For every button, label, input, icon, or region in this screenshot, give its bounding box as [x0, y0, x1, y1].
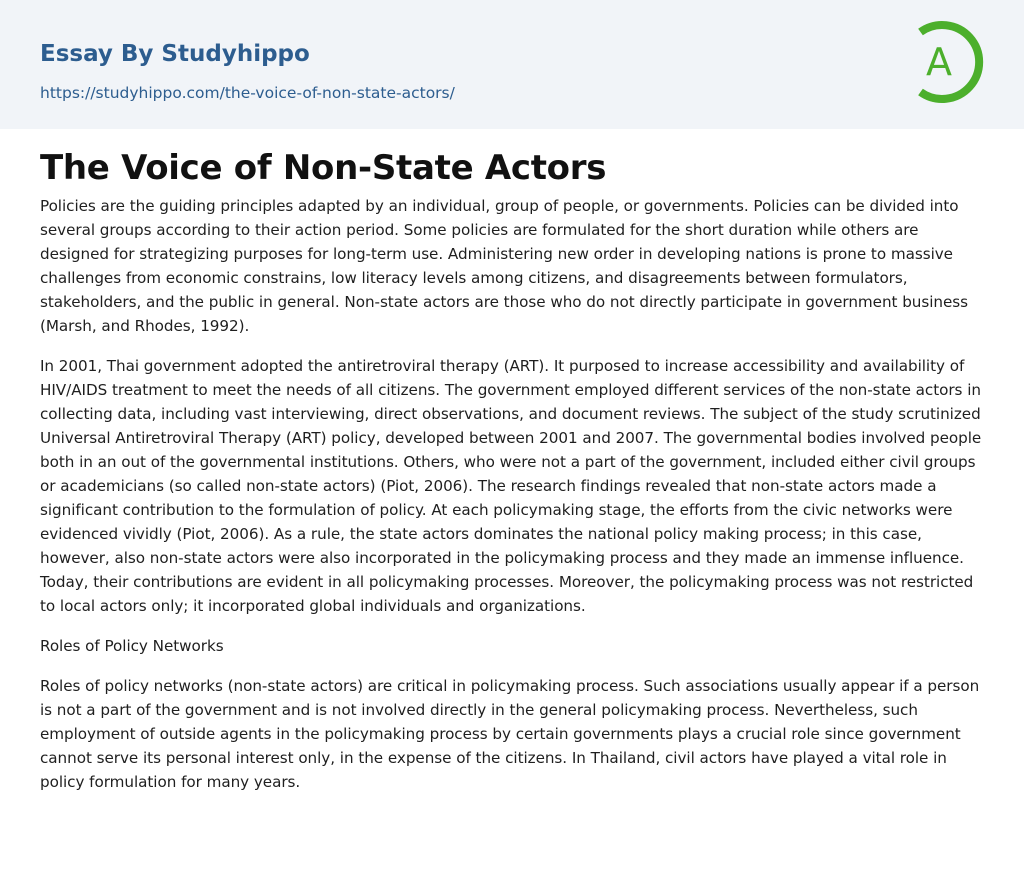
brand-title: Essay By Studyhippo [40, 41, 310, 67]
studyhippo-logo-icon[interactable] [912, 19, 988, 105]
paragraph-thai-art: In 2001, Thai government adopted the antiretroviral therapy (ART). It purposed to increase accessibility and availability of HIV/AIDS treatment to meet the needs of all citizens. The government employed different services of the non-state actors in collecting data, including vast interviewing, direct observations, and document reviews. The subject of the study scrutinized Universal Antiretroviral Therapy (ART) policy, developed between 2001 and 2007. The governmental bodies involved people both in an out of the governmental institutions. Others, who were not a part of the government, included either civil groups or academicians (so called non-state actors) (Piot, 2006). The research findings revealed that non-state actors made a significant contribution to the formulation of policy. At each policymaking stage, the efforts from the civic networks were evidenced vividly (Piot, 2006). As a rule, the state actors dominates the national policy making process; in this case, however, also non-state actors were also incorporated in the policymaking process and they made an immense influence. Today, their contributions are evident in all policymaking processes. Moreover, the policymaking process was not restricted to local actors only; it incorporated global individuals and organizations. [40, 357, 982, 615]
paragraph-intro: Policies are the guiding principles adapted by an individual, group of people, or governments. Policies can be divided into several groups according to their action period. Some policies are formulated for the short duration while others are designed for strategizing purposes for long-term use. Administering new order in developing nations is prone to massive challenges from economic constrains, low literacy levels among citizens, and disagreements between formulators, stakeholders, and the public in general. Non-state actors are those who do not directly participate in government business (Marsh, and Rhodes, 1992). [40, 197, 968, 335]
page-title: The Voice of Non-State Actors [40, 148, 607, 188]
site-header [0, 0, 1024, 129]
logo-letter: A [926, 40, 952, 84]
article-body [40, 194, 986, 810]
section-heading-roles: Roles of Policy Networks [40, 637, 224, 655]
essay-url-link[interactable]: https://studyhippo.com/the-voice-of-non-state-actors/ [40, 84, 455, 102]
paragraph-roles: Roles of policy networks (non-state actors) are critical in policymaking process. Such associations usually appear if a person is not a part of the government and is not involved directly in the general policymaking process. Nevertheless, such employment of outside agents in the policymaking process by certain governments plays a crucial role since government cannot serve its personal interest only, in the expense of the citizens. In Thailand, civil actors have played a vital role in policy formulation for many years. [40, 677, 980, 791]
